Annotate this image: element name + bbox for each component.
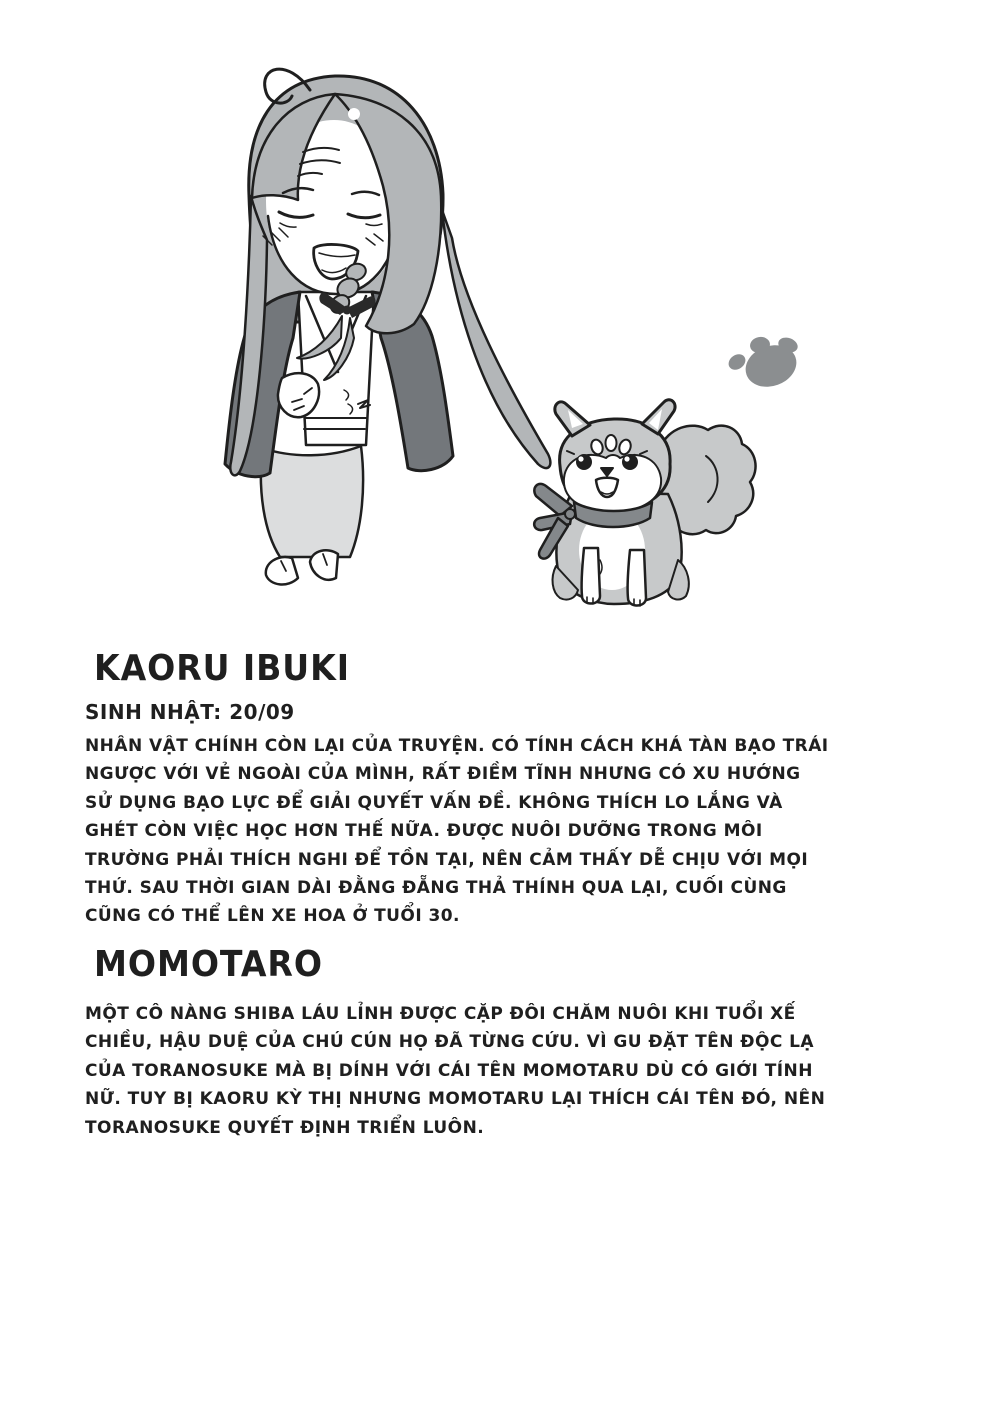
eye-highlight [624,456,629,461]
text-line: NGƯỢC VỚI VẺ NGOÀI CỦA MÌNH, RẤT ĐIỀM TĨNH NHƯNG CÓ XU HƯỚNG [85,764,801,785]
kaoru-ibuki-portrait [225,69,550,584]
bow-knot [343,306,352,315]
paw-print [726,335,803,394]
section-title-kaoru: KAORU IBUKI [94,648,350,689]
bow-knot [565,509,575,519]
text-line: GHÉT CÒN VIỆC HỌC HƠN THẾ NỮA. ĐƯỢC NUÔI DƯỠNG TRONG MÔI [85,821,763,842]
dog-eye-right [622,454,638,470]
text-line: TRƯỜNG PHẢI THÍCH NGHI ĐỂ TỒN TẠI, NÊN CẢM THẤY DỄ CHỊU VỚI MỌI [85,849,809,870]
text-line: NHÂN VẬT CHÍNH CÒN LẠI CỦA TRUYỆN. CÓ TÍNH CÁCH KHÁ TÀN BẠO TRÁI [85,736,829,756]
text-line: CŨNG CÓ THỂ LÊN XE HOA Ở TUỔI 30. [85,906,460,927]
kimono-skirt [261,446,363,557]
forehead-oval [606,435,617,451]
hair-highlight [348,108,360,120]
kaoru-description [85,732,829,931]
momotaro-description [85,1000,825,1142]
front-leg-right [628,550,646,606]
text-line: NỮ. TUY BỊ KAORU KỲ THỊ NHƯNG MOMOTARU LẠI THÍCH CÁI TÊN ĐÓ, NÊN [85,1089,826,1110]
momotaro-shiba-dog [534,400,755,606]
eye-highlight [578,456,583,461]
character-illustration [0,0,1000,640]
section-title-momotaro: MOMOTARO [94,944,323,985]
front-leg-left [582,548,600,604]
text-line: SỬ DỤNG BẠO LỰC ĐỂ GIẢI QUYẾT VẤN ĐỀ. KHÔNG THÍCH LO LẮNG VÀ [85,792,783,813]
clasped-hands [278,373,319,417]
dog-eye-left [576,454,592,470]
hair-lock-right [442,210,550,468]
text-line: MỘT CÔ NÀNG SHIBA LÁU LỈNH ĐƯỢC CẶP ĐÔI CHĂM NUÔI KHI TUỔI XẾ [85,1004,796,1024]
hair-highlight [326,123,334,131]
text-line: TORANOSUKE QUYẾT ĐỊNH TRIỂN LUÔN. [85,1117,485,1138]
text-line: THỨ. SAU THỜI GIAN DÀI ĐẰNG ĐẴNG THẢ THÍNH QUA LẠI, CUỐI CÙNG [85,878,787,899]
paw-toe [726,351,749,373]
text-line: CHIỀU, HẬU DUỆ CỦA CHÚ CÚN HỌ ĐÃ TỪNG CỨU. VÌ GU ĐẶT TÊN ĐỘC LẠ [85,1032,815,1053]
text-line: CỦA TORANOSUKE MÀ BỊ DÍNH VỚI CÁI TÊN MOMOTARU DÙ CÓ GIỚI TÍNH [85,1060,813,1081]
kaoru-birthday: SINH NHẬT: 20/09 [85,700,295,724]
